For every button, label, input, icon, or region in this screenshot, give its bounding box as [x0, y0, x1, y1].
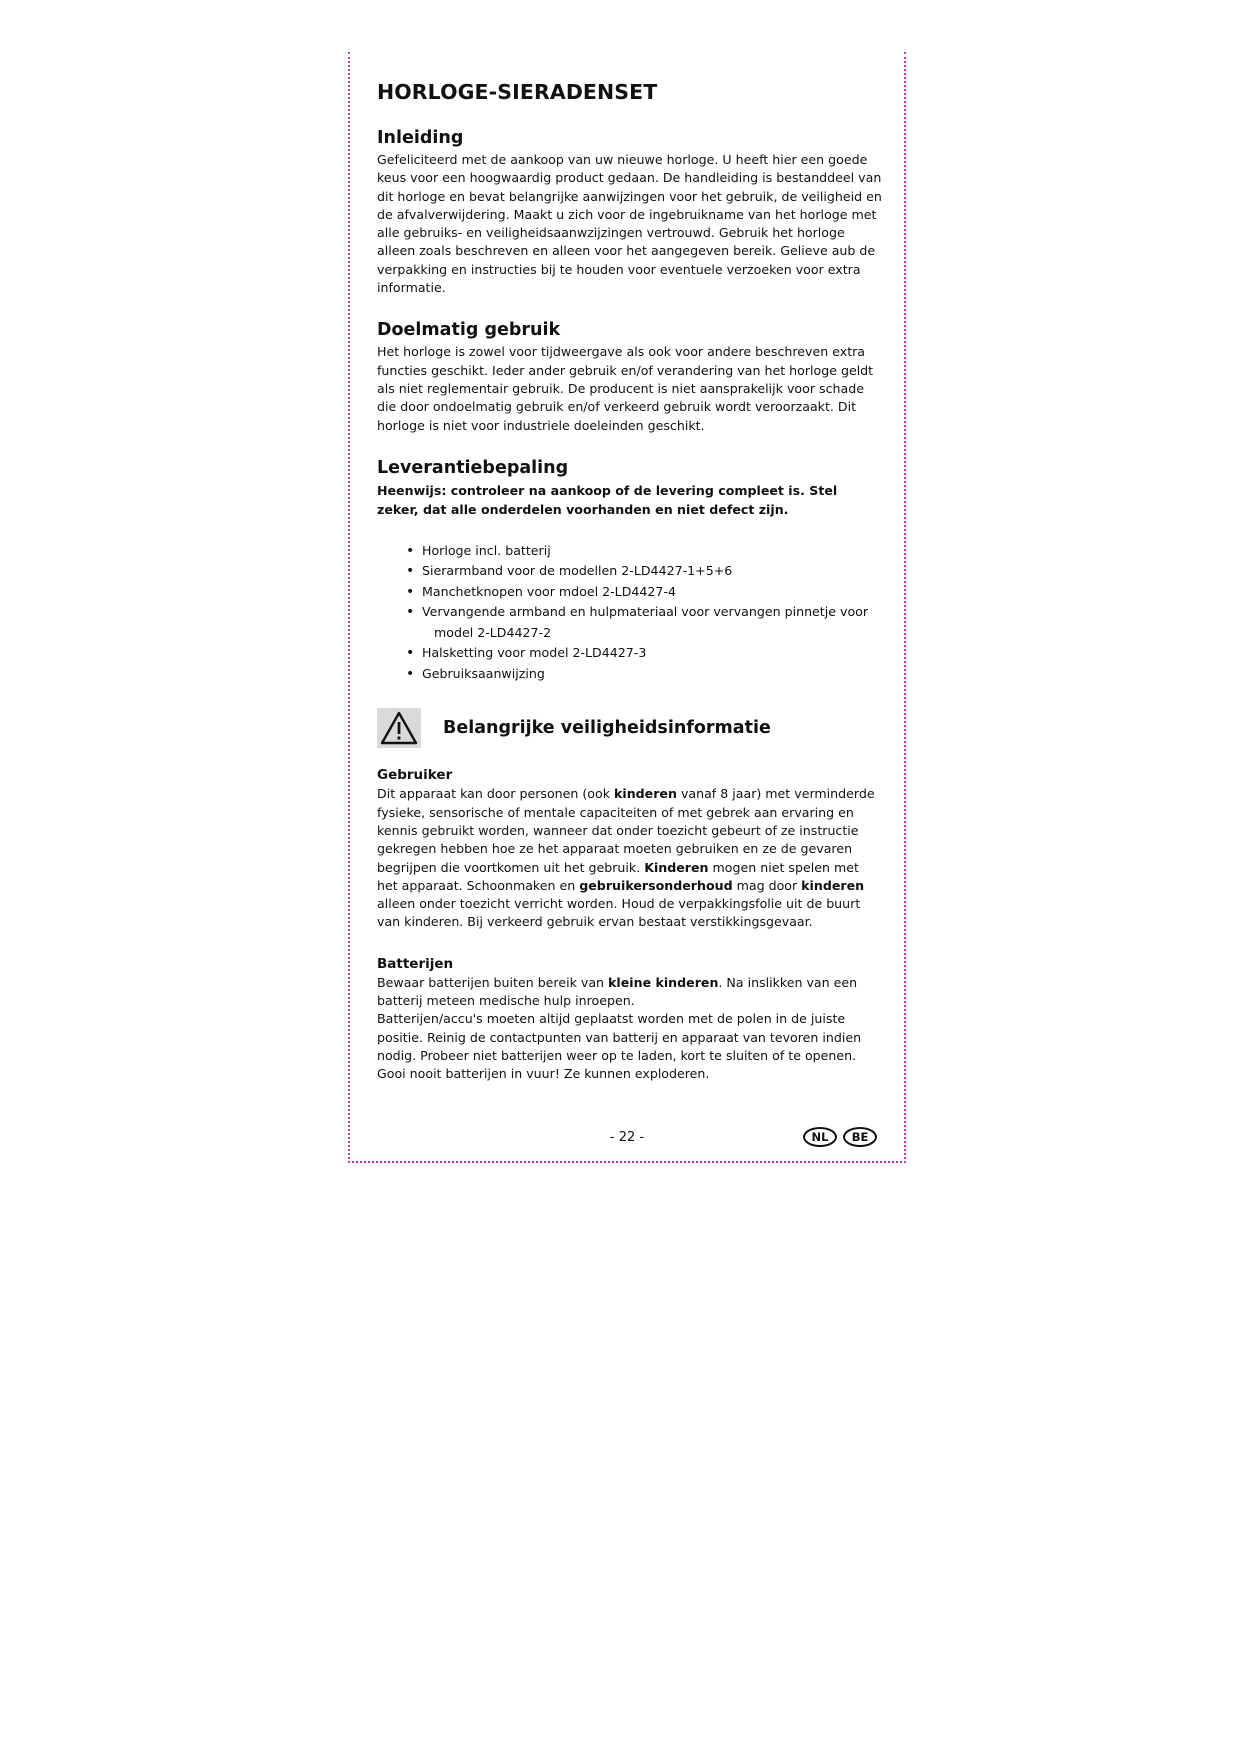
list-item: • Halsketting voor model 2-LD4427-3 [406, 643, 882, 664]
usage-heading: Doelmatig gebruik [377, 320, 561, 341]
section-batteries [377, 955, 882, 1084]
intro-text: Gefeliciteerd met de aankoop van uw nieuwe horloge. U heeft hier een goede keus voor een hoogwaardig product gedaan. De handleiding is bestanddeel van dit horloge en bevat belangrijke aanwijzingen voor het gebruik, de veiligheid en de afvalverwijdering. Maakt u zich voor de ingebruikname van het horloge met alle gebruiks- en veiligheidsaanwzijzingen vertrouwd. Gebruik het horloge alleen zoals beschreven en alleen voor het aangegeven bereik. Gelieve aub de verpakking en instructies bij te houden voor eventuele verzoeken voor extra informatie. [377, 152, 882, 296]
user-text: Dit apparaat kan door personen (ook kinderen vanaf 8 jaar) met verminderde fysieke, sensorische of mentale capaciteiten of met gebrek aan ervaring en kennis gebruikt worden, wanneer dat onder toezicht gebeurt of ze instructie gekregen hebben hoe ze het apparaat moeten gebruiken en ze de gevaren begrijpen die voortkomen uit het gebruik. Kinderen mogen niet spelen met het apparaat. Schoonmaken en gebruikersonderhoud mag door kinderen alleen onder toezicht verricht worden. Houd de verpakkingsfolie uit de buurt van kinderen. Bij verkeerd gebruik ervan bestaat verstikkingsgevaar. [377, 786, 875, 930]
list-item-continuation: model 2-LD4427-2 [434, 624, 552, 640]
delivery-note: Heenwijs: controleer na aankoop of de levering compleet is. Stel zeker, dat alle onderdelen voorhanden en niet defect zijn. [377, 482, 838, 517]
page-number: - 22 - [609, 1130, 645, 1145]
usage-text: Het horloge is zowel voor tijdweergave als ook voor andere beschreven extra functies geschikt. Ieder ander gebruik en/of verandering van het horloge geldt als niet reglementair gebruik. De producent is niet aansprakelijk voor schade die door ondoelmatig gebruik en/of verkeerd gebruik wordt veroorzaakt. Dit horloge is niet voor industriele doeleinden geschikt. [377, 344, 874, 433]
list-item: • Horloge incl. batterij [406, 541, 882, 562]
list-item: • Gebruiksaanwijzing [406, 664, 882, 685]
section-intro [377, 128, 882, 297]
delivery-heading: Leverantiebepaling [377, 457, 569, 478]
page-content [377, 80, 882, 1084]
page-footer [350, 1127, 904, 1153]
list-item: • Manchetknopen voor mdoel 2-LD4427-4 [406, 582, 882, 603]
section-delivery [377, 458, 882, 685]
user-heading: Gebruiker [377, 767, 453, 784]
section-usage [377, 320, 882, 434]
section-user [377, 766, 882, 931]
list-item-text: Vervangende armband en hulpmateriaal voor vervangen pinnetje voor [422, 604, 869, 620]
safety-heading: Belangrijke veiligheidsinformatie [443, 718, 771, 739]
safety-header [377, 708, 882, 748]
page-title: HORLOGE-SIERADENSET [377, 80, 658, 104]
language-badge-nl: NL [803, 1127, 837, 1147]
warning-triangle-icon [377, 708, 421, 748]
intro-heading: Inleiding [377, 128, 464, 148]
batteries-text: Bewaar batterijen buiten bereik van kleine kinderen. Na inslikken van een batterij meteen medische hulp inroepen. [377, 974, 858, 1009]
batteries-text-2: Batterijen/accu's moeten altijd geplaatst worden met de polen in de juiste positie. Reinig de contactpunten van batterij en apparaat van tevoren indien nodig. Probeer niet batterijen weer op te laden, kort te sluiten of te openen. Gooi nooit batterijen in vuur! Ze kunnen exploderen. [377, 1011, 862, 1082]
delivery-list [377, 541, 882, 685]
language-badge-be: BE [843, 1127, 877, 1147]
manual-page [348, 52, 906, 1163]
list-item [406, 602, 882, 643]
list-item: • Sierarmband voor de modellen 2-LD4427-1+5+6 [406, 561, 882, 582]
language-badges [803, 1127, 877, 1147]
batteries-heading: Batterijen [377, 955, 454, 972]
